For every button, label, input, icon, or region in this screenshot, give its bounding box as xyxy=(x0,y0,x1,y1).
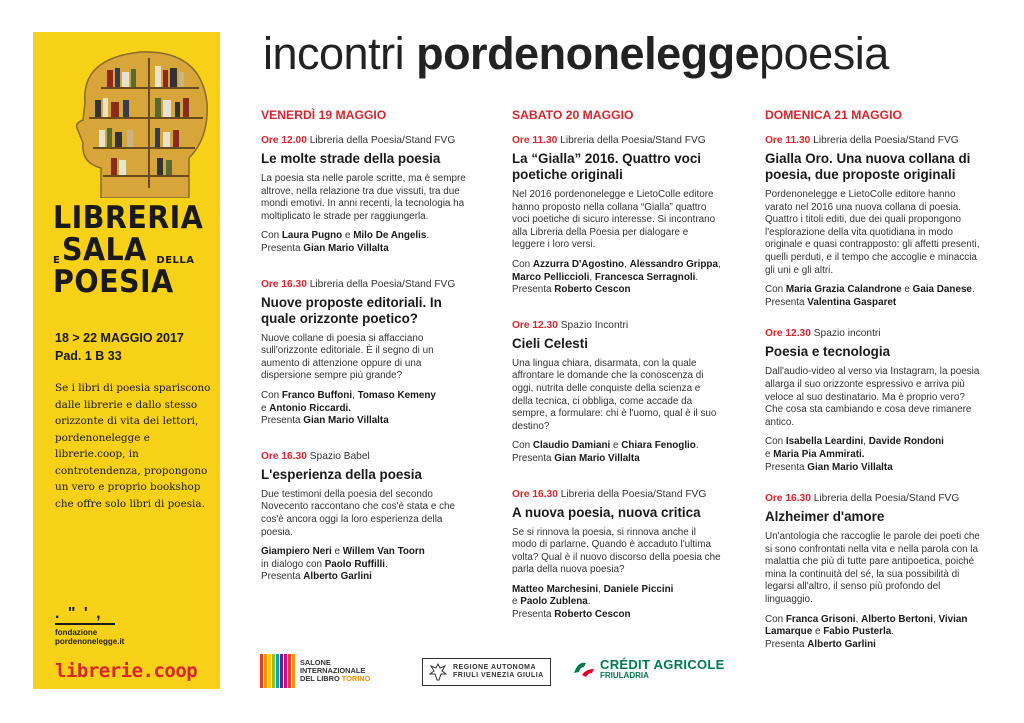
title-poesia-word: poesia xyxy=(759,28,889,79)
sidebar-panel xyxy=(33,32,220,689)
event-time: Ore 16.30 xyxy=(512,488,558,500)
coop-part-1: librerie xyxy=(55,660,143,682)
fondazione-text-1: fondazione xyxy=(55,628,98,637)
event-place: Libreria della Poesia/Stand FVG xyxy=(560,135,706,146)
event-meta xyxy=(512,319,722,332)
sponsor-logos xyxy=(260,654,990,694)
event-place: Spazio incontri xyxy=(813,328,881,340)
event-people: Con Franco Buffoni, Tomaso Kemeny e Antonio Riccardi. Presenta Gian Mario Villalta xyxy=(261,389,436,427)
fondazione-line xyxy=(55,623,115,625)
credit-agricole-text xyxy=(600,658,725,680)
coop-part-2: .coop xyxy=(142,660,198,682)
event-title: L'esperienza della poesia xyxy=(261,466,422,482)
event-people: Con Laura Pugno e Milo De Angelis. Presenta Gian Mario Villalta xyxy=(261,230,430,254)
regione-line-1: REGIONE AUTONOMA xyxy=(453,664,537,671)
event-place: Spazio Incontri xyxy=(560,319,629,331)
event-description: Due testimoni della poesia del secondo Novecento raccontano che cos'è stata e che cos'è ancora oggi la loro esperienza della poesia. xyxy=(261,488,456,538)
salone-line-2: INTERNAZIONALE xyxy=(300,666,366,675)
event-meta xyxy=(512,488,722,501)
salone-libro-logo xyxy=(260,654,370,688)
date-range: 18 > 22 MAGGIO 2017 xyxy=(55,331,184,345)
event-description: Nuove collane di poesia si affacciano sull'orizzonte editoriale. È il segno di un aumento di attenzione oppure di una dispersione sempre più grande? xyxy=(261,332,434,382)
event-place: Libreria della Poesia/Stand FVG xyxy=(813,493,960,505)
salone-text xyxy=(300,659,370,683)
event xyxy=(765,134,983,309)
salone-line-1: SALONE xyxy=(300,658,331,667)
event-title: La “Gialla” 2016. Quattro voci poetiche originali xyxy=(512,151,702,182)
event-meta xyxy=(512,134,722,147)
event-place: Libreria della Poesia/Stand FVG xyxy=(309,278,456,290)
event-time: Ore 16.30 xyxy=(261,450,307,462)
event-title: Le molte strade della poesia xyxy=(261,151,441,166)
title-poesia: POESIA xyxy=(53,264,174,300)
credit-agricole-logo xyxy=(572,658,725,680)
event-people: Con Azzurra D'Agostino, Alessandro Grippa, Marco Pelliccioli, Francesca Serragnoli. Presenta Roberto Cescon xyxy=(512,258,721,296)
day-column-3 xyxy=(765,108,983,673)
event-people: Con Maria Grazia Calandrone e Gaia Danese. Presenta Valentina Gasparet xyxy=(765,284,975,308)
event-title: Nuove proposte editoriali. In quale orizzonte poetico? xyxy=(261,294,442,326)
pavilion: Pad. 1 B 33 xyxy=(55,349,122,363)
event xyxy=(765,492,983,651)
event xyxy=(765,327,983,474)
event xyxy=(261,278,471,428)
event-time: Ore 12.00 xyxy=(261,135,307,146)
event xyxy=(512,319,722,466)
event-meta xyxy=(765,492,983,505)
event-people: Con Franca Grisoni, Alberto Bertoni, Vivian Lamarque e Fabio Pusterla. Presenta Alberto Garlini xyxy=(765,613,968,650)
event-meta xyxy=(261,134,471,147)
event-description: La poesia sta nelle parole scritte, ma è sempre altrove, nella relazione tra due vissuti, tra due mondi emotivi. In anni recenti, la tecnologia ha moltiplicato le strade per raggiungerla. xyxy=(261,173,466,222)
regione-text xyxy=(453,664,544,680)
event-description: Nel 2016 pordenonelegge e LietoColle editore hanno proposto nella collana “Gialla” quattro voci poetiche di sicuro interesse. Si incontrano alla Libreria della Poesia per dialogare e leggere i loro versi. xyxy=(512,189,716,251)
title-libreria: LIBRERIA xyxy=(53,200,204,236)
event-people: Con Claudio Damiani e Chiara Fenoglio. Presenta Gian Mario Villalta xyxy=(512,440,699,464)
event-place: Libreria della Poesia/Stand FVG xyxy=(560,488,707,500)
event-place: Spazio Babel xyxy=(309,450,370,462)
fondazione-logo xyxy=(55,607,195,646)
salone-bars-icon xyxy=(260,654,295,688)
event-description: Se si rinnova la poesia, si rinnova anche il modo di parlarne. Quando è accaduto l'ultima volta? Qual è il nuovo discorso della poesia che parla della nuova poesia? xyxy=(512,526,721,576)
book-head-illustration xyxy=(71,48,213,198)
event-meta xyxy=(261,278,471,291)
event-meta xyxy=(765,327,983,340)
libreria-title xyxy=(53,202,218,298)
title-sala: SALA xyxy=(62,232,148,268)
fondazione-marks: . " ' , xyxy=(55,605,103,622)
credit-line-1: CRÉDIT AGRICOLE xyxy=(600,657,725,672)
day-column-2 xyxy=(512,108,722,644)
librerie-coop-logo xyxy=(55,660,197,682)
credit-agricole-icon xyxy=(572,659,596,679)
event-time: Ore 12.30 xyxy=(765,328,811,340)
regione-line-2: FRIULI VENEZIA GIULIA xyxy=(453,672,544,679)
event-title: Gialla Oro. Una nuova collana di poesia, due proposte originali xyxy=(765,151,971,182)
credit-line-2: FRIULADRIA xyxy=(600,671,649,680)
event-place: Libreria della Poesia/Stand FVG xyxy=(309,135,456,146)
title-della: DELLA xyxy=(156,255,195,266)
event xyxy=(512,488,722,622)
event xyxy=(261,134,471,256)
day-heading: SABATO 20 MAGGIO xyxy=(512,108,634,122)
event-meta xyxy=(765,134,983,147)
event-time: Ore 16.30 xyxy=(261,278,307,290)
day-heading: DOMENICA 21 MAGGIO xyxy=(765,108,903,122)
event xyxy=(512,134,722,297)
event-place: Libreria della Poesia/Stand FVG xyxy=(813,135,959,146)
event xyxy=(261,450,471,584)
event-description: Dall'audio-video al verso via Instagram, la poesia allarga il suo orizzonte espressivo e arriva più veloce al suo destinatario. Ma è proprio vero? Che cosa sta cambiando e cosa deve rimanere antico. xyxy=(765,366,980,428)
event-people: Matteo Marchesini, Daniele Piccini e Paolo Zublena. Presenta Roberto Cescon xyxy=(512,583,674,621)
event-time: Ore 11.30 xyxy=(512,135,558,146)
event-time: Ore 12.30 xyxy=(512,319,558,331)
fondazione-text-2: pordenonelegge.it xyxy=(55,637,125,646)
regione-fvg-logo xyxy=(422,658,551,686)
title-e: E xyxy=(53,255,61,266)
event-description: Una lingua chiara, disarmata, con la quale affrontare le domande che la conoscenza di oggi, nutrita delle conquiste della scienza e della tecnica, ci obbliga, come accade da sempre, a formulare: chi è l'uomo, qual è il suo destino? xyxy=(512,357,717,432)
salone-line-3 xyxy=(300,675,370,683)
eagle-icon xyxy=(429,662,447,682)
salone-line-3a: DEL LIBRO xyxy=(300,674,342,683)
event-people: Con Isabella Leardini, Davide Rondoni e Maria Pia Ammirati. Presenta Gian Mario Villalta xyxy=(765,436,944,473)
page-title xyxy=(263,26,889,82)
event-title: A nuova poesia, nuova critica xyxy=(512,504,701,520)
event-meta xyxy=(261,450,471,463)
title-pordenonelegge: pordenonelegge xyxy=(416,28,760,79)
event-title: Alzheimer d'amore xyxy=(765,509,885,525)
event-people: Giampiero Neri e Willem Van Toorn in dialogo con Paolo Ruffilli. Presenta Alberto Garlini xyxy=(261,546,425,583)
event-time: Ore 16.30 xyxy=(765,493,811,505)
event-time: Ore 11.30 xyxy=(765,135,811,146)
event-dates xyxy=(55,329,184,365)
event-description: Un'antologia che raccoglie le parole dei poeti che si sono confrontati nella vita e nella parola con la malattia che più di tutte pare antipoetica, poiché mina la continuità del sé, la sua possibilità di legarsi all'altro, il senso più profondo del linguaggio. xyxy=(765,531,980,606)
salone-line-3b: TORINO xyxy=(341,674,371,683)
day-heading: VENERDÌ 19 MAGGIO xyxy=(261,108,387,122)
title-incontri: incontri xyxy=(263,28,417,79)
event-description: Pordenonelegge e LietoColle editore hanno varato nel 2016 una nuova collana di poesia. Quattro i titoli editi, due dei quali propongono l'esplorazione della vita quotidiana in modo originale e quasi contrapposto: gli affetti presenti, quelli perduti, e il tempo che accoglie e minaccia gli uni e gli altri. xyxy=(765,189,980,276)
sidebar-blurb: Se i libri di poesia spariscono dalle librerie e dallo stesso orizzonte di vita dei lettori, pordenonelegge e librerie.coop, in controtendenza, propongono un vero e proprio bookshop che offre solo libri di poesia. xyxy=(55,382,211,510)
event-title: Cieli Celesti xyxy=(512,335,588,351)
day-column-1 xyxy=(261,108,471,606)
event-title: Poesia e tecnologia xyxy=(765,344,891,360)
